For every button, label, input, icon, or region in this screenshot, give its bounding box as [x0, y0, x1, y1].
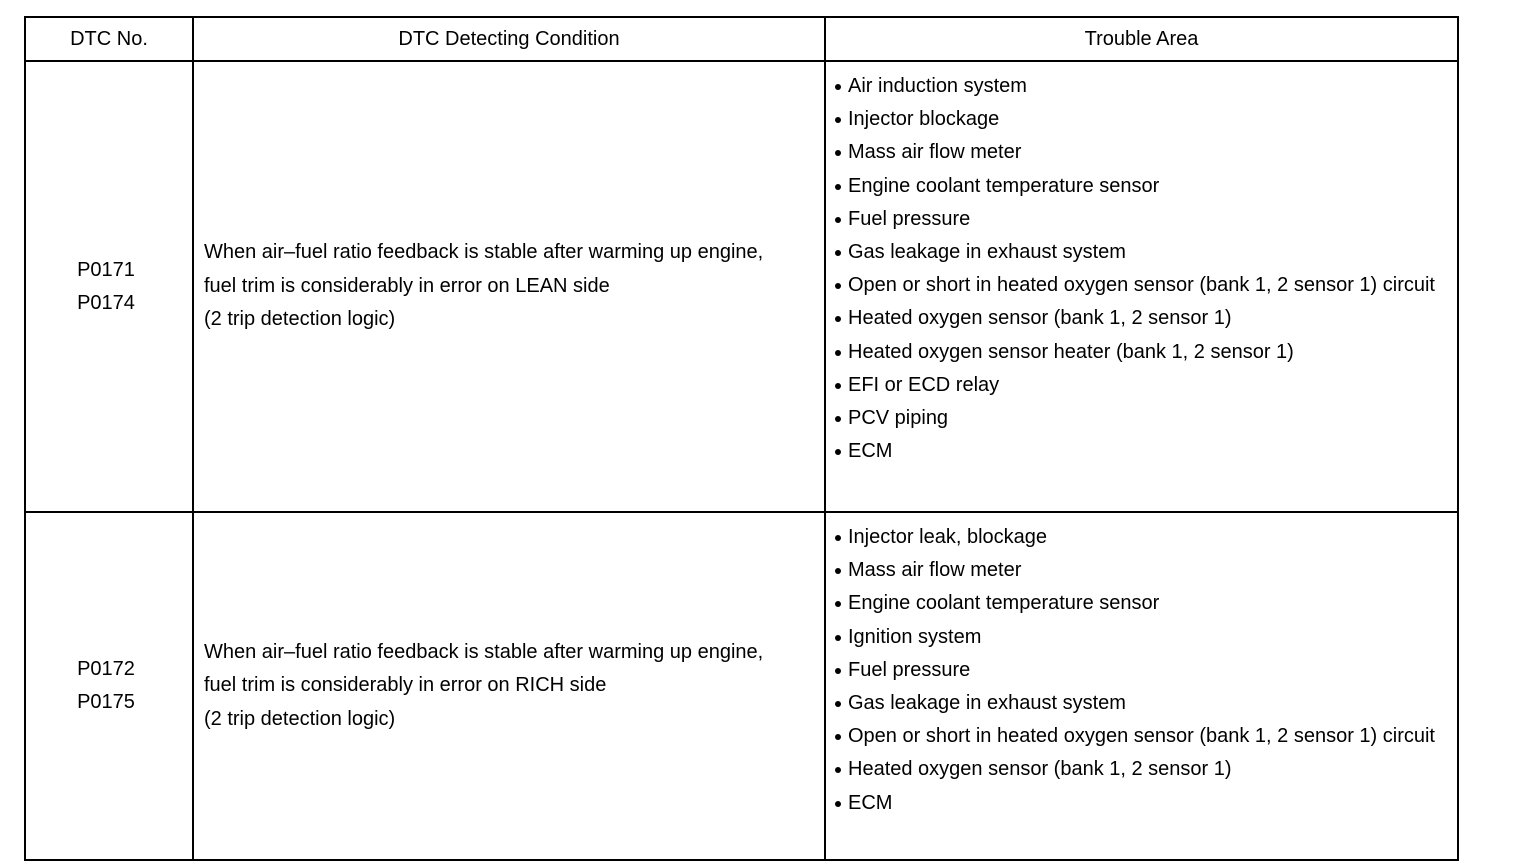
bullet-icon: [835, 535, 841, 541]
bullet-icon: [835, 383, 841, 389]
condition-line: (2 trip detection logic): [204, 707, 396, 730]
bullet-icon: [835, 767, 841, 773]
condition-line: fuel trim is considerably in error on LEAN side: [204, 274, 610, 297]
bullet-icon: [835, 601, 841, 607]
list-item: Engine coolant temperature sensor: [835, 170, 1457, 203]
list-item: PCV piping: [835, 402, 1457, 435]
bullet-icon: [835, 668, 841, 674]
trouble-area-list: [835, 521, 1457, 820]
dtc-code: P0172: [77, 658, 135, 680]
condition-line: (2 trip detection logic): [204, 308, 396, 331]
condition-line: When air–fuel ratio feedback is stable after warming up engine,: [204, 640, 764, 663]
bullet-icon: [835, 701, 841, 707]
condition-line: fuel trim is considerably in error on RICH side: [204, 674, 607, 697]
header-detecting-condition: DTC Detecting Condition: [193, 17, 825, 61]
bullet-icon: [835, 150, 841, 156]
list-item: Fuel pressure: [835, 654, 1457, 687]
list-item: Injector blockage: [835, 103, 1457, 136]
bullet-icon: [835, 801, 841, 807]
condition-line: When air–fuel ratio feedback is stable after warming up engine,: [204, 241, 764, 264]
bullet-icon: [835, 316, 841, 322]
bullet-icon: [835, 283, 841, 289]
dtc-code-cell: [25, 61, 193, 512]
list-item: Heated oxygen sensor (bank 1, 2 sensor 1): [835, 753, 1457, 786]
list-item: EFI or ECD relay: [835, 369, 1457, 402]
trouble-area-cell: [825, 512, 1458, 860]
dtc-code: P0174: [77, 291, 135, 314]
bullet-icon: [835, 416, 841, 422]
bullet-icon: [835, 117, 841, 123]
list-item: Gas leakage in exhaust system: [835, 236, 1457, 269]
bullet-icon: [835, 250, 841, 256]
dtc-code: P0171: [77, 258, 135, 281]
list-item: Mass air flow meter: [835, 554, 1457, 587]
detecting-condition-cell: [193, 61, 825, 512]
header-dtc-no: DTC No.: [25, 17, 193, 61]
trouble-area-cell: [825, 61, 1458, 512]
header-trouble-area: Trouble Area: [825, 17, 1458, 61]
dtc-table: [24, 16, 1459, 861]
bullet-icon: [835, 449, 841, 455]
list-item: Injector leak, blockage: [835, 521, 1457, 554]
trouble-area-list: [835, 70, 1457, 468]
dtc-code-cell: [25, 512, 193, 860]
table-row-lean: [25, 61, 1458, 512]
list-item: Air induction system: [835, 70, 1457, 103]
list-item: Fuel pressure: [835, 203, 1457, 236]
table-row-rich: [25, 512, 1458, 860]
list-item: ECM: [835, 787, 1457, 820]
list-item: Heated oxygen sensor heater (bank 1, 2 sensor 1): [835, 336, 1457, 369]
list-item: Gas leakage in exhaust system: [835, 687, 1457, 720]
table-header-row: [25, 17, 1458, 61]
bullet-icon: [835, 635, 841, 641]
bullet-icon: [835, 734, 841, 740]
list-item: Open or short in heated oxygen sensor (bank 1, 2 sensor 1) circuit: [835, 269, 1457, 302]
list-item: Heated oxygen sensor (bank 1, 2 sensor 1): [835, 302, 1457, 335]
bullet-icon: [835, 84, 841, 90]
bullet-icon: [835, 350, 841, 356]
list-item: Mass air flow meter: [835, 136, 1457, 169]
list-item: Open or short in heated oxygen sensor (bank 1, 2 sensor 1) circuit: [835, 720, 1457, 753]
list-item: ECM: [835, 435, 1457, 468]
bullet-icon: [835, 568, 841, 574]
dtc-code: P0175: [77, 691, 135, 713]
list-item: Ignition system: [835, 621, 1457, 654]
bullet-icon: [835, 184, 841, 190]
bullet-icon: [835, 217, 841, 223]
list-item: Engine coolant temperature sensor: [835, 587, 1457, 620]
detecting-condition-cell: [193, 512, 825, 860]
